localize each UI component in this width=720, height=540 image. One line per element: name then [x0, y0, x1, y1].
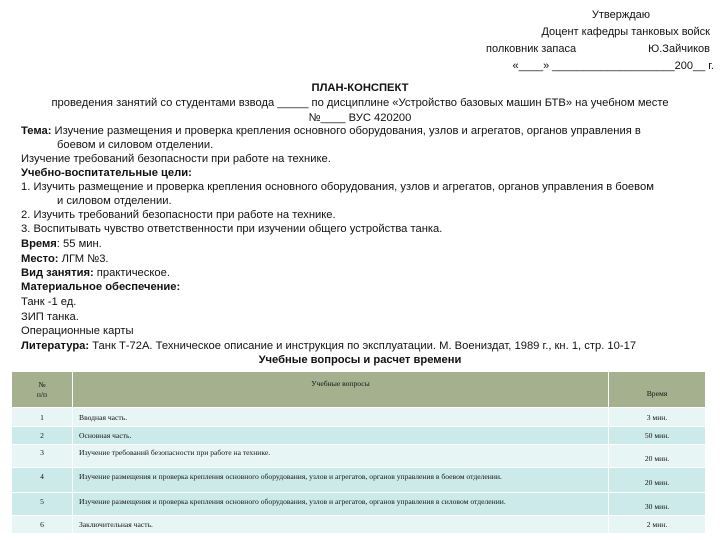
row-time: 20 мин. [609, 445, 706, 468]
row-question: Заключительная часть. [73, 516, 609, 534]
row-time: 50 мин. [609, 427, 706, 445]
row-question: Основная часть. [73, 427, 609, 445]
row-time: 3 мин. [609, 408, 706, 427]
goal-1-cont: и силовом отделении. [57, 195, 172, 207]
material-item: ЗИП танка. [21, 311, 79, 323]
table-caption: Учебные вопросы и расчет времени [258, 354, 462, 366]
page-subtitle-line2: №____ ВУС 420200 [308, 112, 412, 124]
row-num: 6 [12, 516, 73, 534]
row-num: 1 [12, 408, 73, 427]
topic-line [21, 124, 641, 138]
time-label: Время [21, 238, 57, 250]
row-question: Изучение требований безопасности при работе на технике. [73, 445, 609, 468]
table-row [12, 445, 706, 468]
table-header-row [12, 372, 706, 408]
row-num: 2 [12, 427, 73, 445]
goal-3: 3. Воспитывать чувство ответственности при изучении общего устройства танка. [21, 223, 443, 235]
type-label: Вид занятия: [21, 267, 94, 279]
literature-value: Танк Т-72А. Техническое описание и инструкция по эксплуатации. М. Воениздат, 1989 г., кн. 1, стр. 10-17 [89, 340, 637, 352]
header-question: Учебные вопросы [73, 372, 609, 408]
row-num: 3 [12, 445, 73, 468]
row-num: 4 [12, 468, 73, 493]
table-row [12, 516, 706, 534]
table-row [12, 427, 706, 445]
time-line [21, 237, 102, 251]
approval-position: Доцент кафедры танковых войск [541, 26, 710, 38]
goal-2: 2. Изучить требований безопасности при работе на технике. [21, 209, 336, 221]
type-value: практическое. [93, 267, 170, 279]
place-label: Место: [21, 253, 59, 265]
goal-1: 1. Изучить размещение и проверка крепления основного оборудования, узлов и агрегатов, органов управления в боевом [21, 181, 654, 193]
literature-line [21, 339, 636, 353]
topic-text: Изучение размещения и проверка крепления основного оборудования, узлов и агрегатов, органов управления в [51, 125, 641, 137]
row-question: Вводная часть. [73, 408, 609, 427]
material-item: Операционные карты [21, 325, 134, 337]
material-label: Материальное обеспечение: [21, 281, 181, 293]
row-time: 20 мин. [609, 468, 706, 493]
table-row [12, 493, 706, 516]
place-value: ЛГМ №3. [58, 253, 109, 265]
table-row [12, 408, 706, 427]
page-title: ПЛАН-КОНСПЕКТ [311, 82, 409, 94]
page-subtitle-line1: проведения занятий со студентами взвода _____ по дисциплине «Устройство базовых машин БТВ» на учебном месте [51, 97, 669, 109]
literature-label: Литература: [21, 340, 90, 352]
schedule-table [11, 371, 706, 534]
table-row [12, 468, 706, 493]
material-item: Танк -1 ед. [21, 296, 77, 308]
row-question: Изучение размещения и проверка крепления основного оборудования, узлов и агрегатов, органов управления в боевом отделении. [73, 468, 609, 493]
topic-label: Тема: [21, 125, 52, 137]
approval-title: Утверждаю [591, 9, 650, 21]
type-line [21, 266, 170, 280]
goals-label: Учебно-воспитательные цели: [21, 167, 192, 179]
header-num-line1: № [38, 379, 46, 389]
header-num [12, 372, 73, 408]
row-question: Изучение размещения и проверка крепления основного оборудования, узлов и агрегатов, органов управления в силовом отделении. [73, 493, 609, 516]
place-line [21, 252, 109, 266]
row-time: 2 мин. [609, 516, 706, 534]
approval-name: Ю.Зайчиков [648, 43, 710, 55]
row-time: 30 мин. [609, 493, 706, 516]
approval-date: «____» ____________________200__ г. [512, 60, 714, 72]
approval-rank: полковник запаса [486, 43, 577, 55]
topic-text-cont: боевом и силовом отделении. [57, 139, 214, 151]
header-num-line2: п/п [36, 389, 48, 399]
topic-text-safety: Изучение требований безопасности при работе на технике. [21, 153, 331, 165]
row-num: 5 [12, 493, 73, 516]
time-value: : 55 мин. [56, 238, 102, 250]
header-time: Время [609, 372, 706, 408]
